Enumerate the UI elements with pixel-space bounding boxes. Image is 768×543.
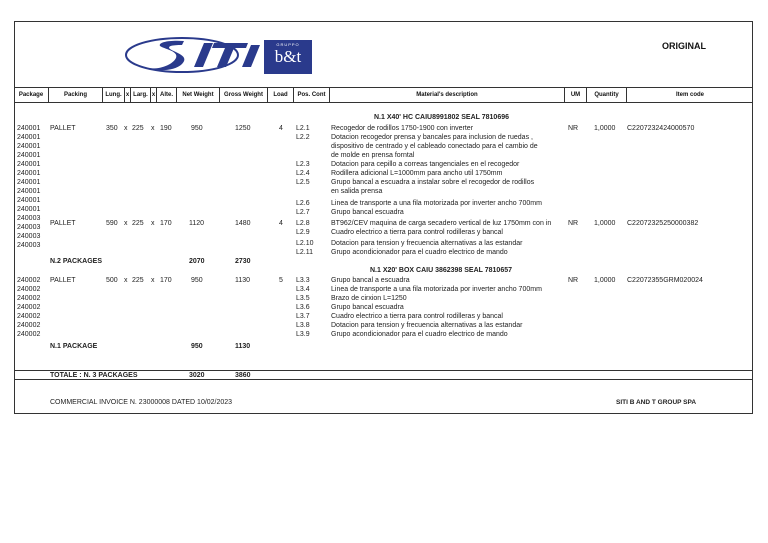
col-x1: x [124, 87, 130, 102]
height: 190 [160, 125, 172, 132]
description-line: Rodillera adicional L=1000mm para ancho util 1750mm [331, 170, 503, 177]
gross-weight: 1130 [235, 277, 251, 284]
width: 225 [132, 277, 144, 284]
packing: PALLET [50, 277, 76, 284]
description-line: dispositivo de centrado y el cableado conectado para el cambio de [331, 143, 538, 150]
load: 5 [279, 277, 283, 284]
position: L2.4 [296, 170, 310, 177]
col-x2: x [150, 87, 156, 102]
um: NR [568, 220, 579, 227]
subtotal-label: N.1 PACKAGE [50, 343, 98, 350]
position: L3.5 [296, 295, 310, 302]
package-id: 240001 [17, 134, 41, 141]
description-line: Recogedor de rodillos 1750-1900 con inverter [331, 125, 474, 132]
package-id: 240002 [17, 322, 41, 329]
dim-separator: x [151, 277, 155, 284]
package-id: 240002 [17, 304, 41, 311]
position: L3.3 [296, 277, 310, 284]
package-id: 240002 [17, 277, 41, 284]
col-package: Package [18, 91, 44, 98]
description-line: Dotacion para cepillo a correas tangenciales en el recogedor [331, 161, 520, 168]
subtotal-net: 2070 [189, 258, 205, 265]
package-id: 240001 [17, 143, 41, 150]
package-id: 240001 [17, 206, 41, 213]
height: 170 [160, 220, 172, 227]
dim-separator: x [124, 125, 128, 132]
original-label: ORIGINAL [662, 41, 706, 51]
description-line: Dotacion para tension y frecuencia alternativas a las estandar [331, 240, 523, 247]
container-title: N.1 X40' HC CAIU8991802 SEAL 7810696 [374, 114, 510, 121]
description-line: Grupo acondicionador para el cuadro electrico de mando [331, 249, 508, 256]
item-code: C2207232424000570 [627, 125, 695, 132]
width: 225 [132, 125, 144, 132]
position: L3.6 [296, 304, 310, 311]
package-id: 240001 [17, 125, 41, 132]
col-pos-cont: Pos. Cont [293, 87, 329, 102]
height: 170 [160, 277, 172, 284]
dim-separator: x [151, 125, 155, 132]
package-id: 240003 [17, 215, 41, 222]
col-quantity: Quantity [586, 87, 626, 102]
document-frame [14, 21, 753, 414]
item-code: C22072325250000382 [627, 220, 699, 227]
col-packing: Packing [48, 87, 102, 102]
col-lung: Lung. [102, 87, 124, 102]
quantity: 1,0000 [594, 220, 616, 227]
col-load: Load [267, 87, 293, 102]
position: L2.2 [296, 134, 310, 141]
package-id: 240001 [17, 179, 41, 186]
description-line: BT962/CEV maquina de carga secadero vertical de luz 1750mm con in [331, 220, 552, 227]
position: L2.10 [296, 240, 314, 247]
position: L2.5 [296, 179, 310, 186]
company-name: SITI B AND T GROUP SPA [616, 399, 697, 406]
position: L2.7 [296, 209, 310, 216]
quantity: 1,0000 [594, 277, 616, 284]
col-description: Material's description [329, 87, 564, 102]
quantity: 1,0000 [594, 125, 616, 132]
description-line: Grupo bancal a escuadra [331, 277, 410, 284]
total-label: TOTALE : N. 3 PACKAGES [50, 372, 138, 379]
package-id: 240001 [17, 197, 41, 204]
container-title: N.1 X20' BOX CAIU 3862398 SEAL 7810657 [370, 267, 513, 274]
width: 225 [132, 220, 144, 227]
subtotal-label: N.2 PACKAGES [50, 258, 102, 265]
net-weight: 1120 [189, 220, 205, 227]
net-weight: 950 [191, 125, 203, 132]
invoice-reference: COMMERCIAL INVOICE N. 23000008 DATED 10/02/2023 [50, 399, 233, 406]
position: L3.8 [296, 322, 310, 329]
subtotal-gross: 2730 [235, 258, 251, 265]
packing: PALLET [50, 220, 76, 227]
description-line: Cuadro electrico a tierra para control rodilleras y bancal [331, 229, 503, 236]
net-weight: 950 [191, 277, 203, 284]
package-id: 240002 [17, 286, 41, 293]
package-id: 240001 [17, 161, 41, 168]
description-line: Cuadro electrico a tierra para control rodilleras y bancal [331, 313, 503, 320]
item-code: C22072355GRM020024 [627, 277, 703, 284]
position: L2.6 [296, 200, 310, 207]
col-item-code: Item code [626, 87, 753, 102]
package-id: 240003 [17, 242, 41, 249]
dim-separator: x [151, 220, 155, 227]
position: L2.9 [296, 229, 310, 236]
dim-separator: x [124, 220, 128, 227]
package-id: 240002 [17, 331, 41, 338]
description-line: Grupo bancal escuadra [331, 304, 404, 311]
col-gross-weight: Gross Weight [219, 87, 267, 102]
position: L2.11 [296, 249, 313, 256]
total-gross: 3860 [235, 372, 251, 379]
um: NR [568, 125, 579, 132]
subtotal-net: 950 [191, 343, 203, 350]
description-line: en salida prensa [331, 188, 383, 195]
description-line: Linea de transporte a una fila motorizada por inverter ancho 700mm [331, 286, 542, 293]
position: L3.7 [296, 313, 310, 320]
position: L3.9 [296, 331, 310, 338]
col-net-weight: Net Weight [176, 87, 219, 102]
position: L2.3 [296, 161, 310, 168]
subtotal-gross: 1130 [235, 343, 251, 350]
length: 350 [106, 125, 118, 132]
col-um: UM [564, 87, 586, 102]
package-id: 240001 [17, 188, 41, 195]
package-id: 240002 [17, 313, 41, 320]
brand-text: b&t [274, 47, 302, 66]
packing: PALLET [50, 125, 76, 132]
total-net: 3020 [189, 372, 205, 379]
position: L2.8 [296, 220, 310, 227]
description-line: Dotacion recogedor prensa y bancales para inclusion de ruedas , [331, 134, 533, 141]
description-line: de molde en prensa forntal [331, 152, 415, 159]
package-id: 240003 [17, 233, 41, 240]
col-alte: Alte. [156, 87, 176, 102]
gross-weight: 1250 [235, 125, 251, 132]
brand-small-text: GRUPPO [276, 42, 300, 47]
package-id: 240001 [17, 170, 41, 177]
description-line: Grupo acondicionador para el cuadro electrico de mando [331, 331, 508, 338]
load: 4 [279, 220, 283, 227]
header-bottom-rule [14, 102, 753, 103]
siti-bt-logo [124, 36, 314, 76]
position: L2.1 [296, 125, 310, 132]
description-line: Grupo bancal escuadra [331, 209, 404, 216]
length: 500 [106, 277, 118, 284]
gross-weight: 1480 [235, 220, 251, 227]
description-line: Dotacion para tension y frecuencia alternativas a las estandar [331, 322, 523, 329]
package-id: 240001 [17, 152, 41, 159]
package-id: 240003 [17, 224, 41, 231]
description-line: Linea de transporte a una fila motorizada por inverter ancho 700mm [331, 200, 542, 207]
col-larg: Larg. [130, 87, 150, 102]
description-line: Grupo bancal a escuadra a instalar sobre el recogedor de rodillos [331, 179, 535, 186]
description-line: Brazo de cirxion L=1250 [331, 295, 407, 302]
load: 4 [279, 125, 283, 132]
package-id: 240002 [17, 295, 41, 302]
um: NR [568, 277, 579, 284]
position: L3.4 [296, 286, 310, 293]
dim-separator: x [124, 277, 128, 284]
length: 590 [106, 220, 118, 227]
